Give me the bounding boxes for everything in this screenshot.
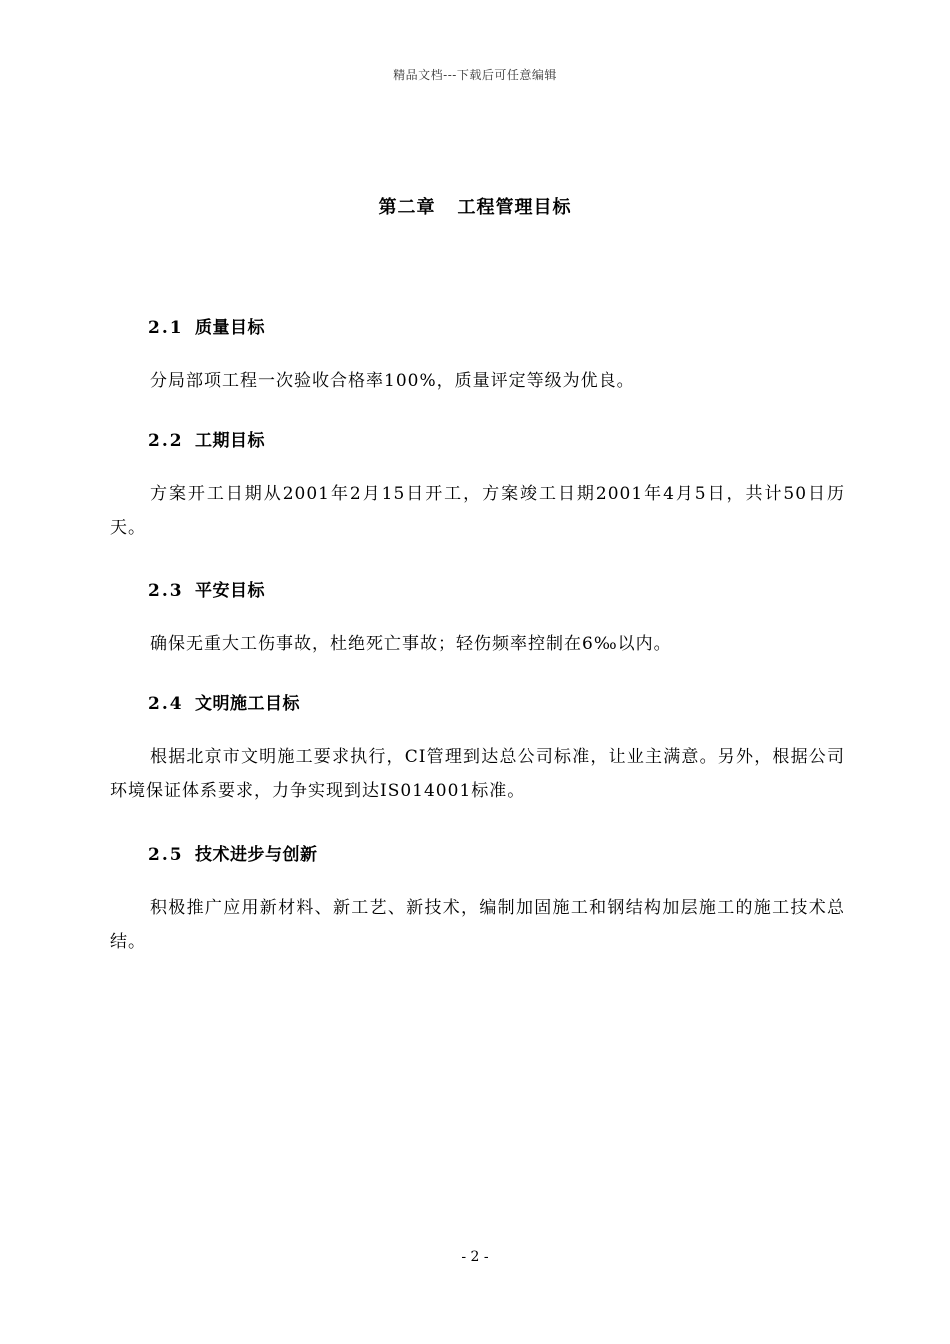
chapter-title — [0, 193, 950, 219]
chapter-name: 工程管理目标 — [457, 197, 572, 218]
section-title: 文明施工目标 — [195, 694, 300, 714]
section-number: 2.2 — [148, 431, 184, 451]
section-body-schedule: 方案开工日期从2001年2月15日开工，方案竣工日期2001年4月5日，共计50日历天。 — [110, 484, 845, 538]
section-number: 2.4 — [148, 694, 184, 714]
section-heading-technology — [148, 840, 318, 865]
section-title: 技术进步与创新 — [195, 845, 318, 865]
section-body-technology: 积极推广应用新材料、新工艺、新技术，编制加固施工和钢结构加层施工的施工技术总结。 — [110, 898, 845, 952]
section-heading-safety — [148, 576, 265, 601]
section-heading-quality — [148, 313, 265, 338]
page-number: - 2 - — [461, 1249, 489, 1265]
section-number: 2.5 — [148, 845, 184, 865]
section-title: 工期目标 — [195, 431, 265, 451]
section-body-safety: 确保无重大工伤事故，杜绝死亡事故；轻伤频率控制在6‰以内。 — [150, 634, 672, 654]
header-note: 精品文档---下载后可任意编辑 — [393, 68, 557, 82]
chapter-number: 第二章 — [378, 197, 436, 218]
section-body-quality: 分局部项工程一次验收合格率100%，质量评定等级为优良。 — [150, 371, 635, 391]
section-number: 2.3 — [148, 581, 184, 601]
section-heading-schedule — [148, 426, 265, 451]
section-title: 平安目标 — [195, 581, 265, 601]
section-number: 2.1 — [148, 318, 184, 338]
section-title: 质量目标 — [195, 318, 265, 338]
section-heading-civilized-construction — [148, 689, 300, 714]
section-body-civilized-construction: 根据北京市文明施工要求执行，CI管理到达总公司标准，让业主满意。另外，根据公司环境保证体系要求，力争实现到达IS014001标准。 — [110, 747, 845, 801]
